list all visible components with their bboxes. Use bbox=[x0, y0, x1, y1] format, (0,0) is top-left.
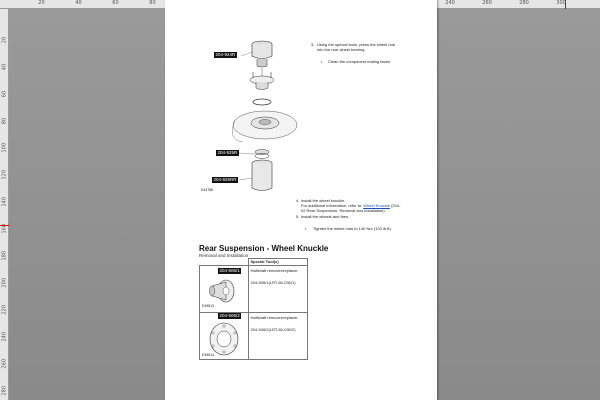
step-number: 5. bbox=[296, 214, 300, 219]
tool-description-cell bbox=[248, 266, 307, 313]
vertical-ruler[interactable] bbox=[0, 9, 9, 400]
ruler-tick-label: 260 bbox=[482, 0, 492, 6]
tool-description: Halfshaft remover/replacer bbox=[250, 268, 298, 273]
ruler-tick-label: 80 bbox=[1, 117, 8, 125]
ruler-tick-label: 60 bbox=[1, 90, 8, 98]
ruler-tick-label: 280 bbox=[519, 0, 529, 6]
ruler-tick-label: 260 bbox=[1, 358, 8, 369]
ruler-tick-label: 40 bbox=[1, 63, 8, 71]
ruler-tick-label: 240 bbox=[445, 0, 455, 6]
ruler-tick-label: 80 bbox=[149, 0, 156, 6]
ruler-tick-label: 200 bbox=[1, 277, 8, 288]
callout-label: 204-924R bbox=[215, 52, 236, 57]
wheel-knuckle-link[interactable]: Wheel Knuckle bbox=[363, 203, 390, 208]
special-tools-table bbox=[199, 258, 308, 360]
bullet-icon: • bbox=[321, 59, 323, 64]
tool-image-cell bbox=[200, 313, 249, 360]
figure-code: E44788 bbox=[201, 188, 214, 192]
callout-label: 204-926RR bbox=[213, 177, 237, 182]
step-text: Install the wheels and tires. bbox=[301, 214, 350, 219]
ruler-tick-label: 220 bbox=[1, 304, 8, 315]
step-text: Install the wheel knuckle. bbox=[301, 198, 346, 203]
ruler-tick-label: 300 bbox=[556, 0, 566, 6]
step-number: 3. bbox=[311, 42, 315, 47]
callout-label: 204-925R bbox=[217, 150, 238, 155]
ruler-tick-label: 140 bbox=[1, 196, 8, 207]
step-number: 4. bbox=[296, 198, 300, 203]
document-page bbox=[165, 0, 437, 400]
step-text: into the rear wheel bearing. bbox=[317, 47, 366, 52]
tool-description-cell bbox=[248, 313, 307, 360]
hub-assembly-illustration bbox=[195, 30, 305, 200]
figure-code: E49814 bbox=[202, 353, 215, 357]
callout-label: 204-506/1 bbox=[219, 268, 240, 273]
reference-line-2: 02 Rear Suspension, Removal and Installation). bbox=[301, 208, 386, 213]
step-bullet: Tighten the wheel nuts to 140 Nm (103 lb.ft). bbox=[313, 226, 392, 231]
tool-description: Halfshaft remover/replacer bbox=[250, 315, 298, 320]
table-row bbox=[200, 313, 308, 360]
ruler-tick-label: 20 bbox=[38, 0, 45, 6]
step-bullet: Clean the component mating faces. bbox=[328, 59, 391, 64]
step-text: Using the special tools, press the wheel hub bbox=[317, 42, 396, 47]
ruler-tick-label: 160 bbox=[1, 223, 8, 234]
table-row bbox=[200, 266, 308, 313]
ruler-tick-label: 120 bbox=[1, 169, 8, 180]
ruler-tick-label: 180 bbox=[1, 250, 8, 261]
ruler-tick-label: 100 bbox=[1, 142, 8, 153]
figure-code: E49813 bbox=[202, 304, 215, 308]
ruler-tick-label: 40 bbox=[75, 0, 82, 6]
table-header: Special Tool(s) bbox=[248, 259, 307, 266]
reference-prefix: For additional information, refer to: bbox=[301, 203, 363, 208]
callout-label: 204-506/2 bbox=[219, 313, 240, 318]
halfshaft-ring-illustration bbox=[204, 321, 244, 357]
bullet-icon: • bbox=[305, 226, 307, 231]
halfshaft-tool-illustration bbox=[206, 276, 240, 306]
table-corner bbox=[200, 259, 249, 266]
ruler-tick-label: 280 bbox=[1, 385, 8, 396]
ruler-tick-label: 20 bbox=[1, 36, 8, 44]
reference-suffix: (204- bbox=[391, 203, 401, 208]
section-title: Rear Suspension - Wheel Knuckle bbox=[199, 244, 329, 253]
tool-number: 204-506/1(LRT-60-030/1) bbox=[250, 280, 296, 285]
ruler-tick-label: 60 bbox=[112, 0, 119, 6]
section-subtitle: Removal and Installation bbox=[199, 253, 249, 258]
ruler-tick-label: 240 bbox=[1, 331, 8, 342]
tool-number: 204-506/2(LRT-60-030/2) bbox=[250, 327, 296, 332]
tool-image-cell bbox=[200, 266, 249, 313]
